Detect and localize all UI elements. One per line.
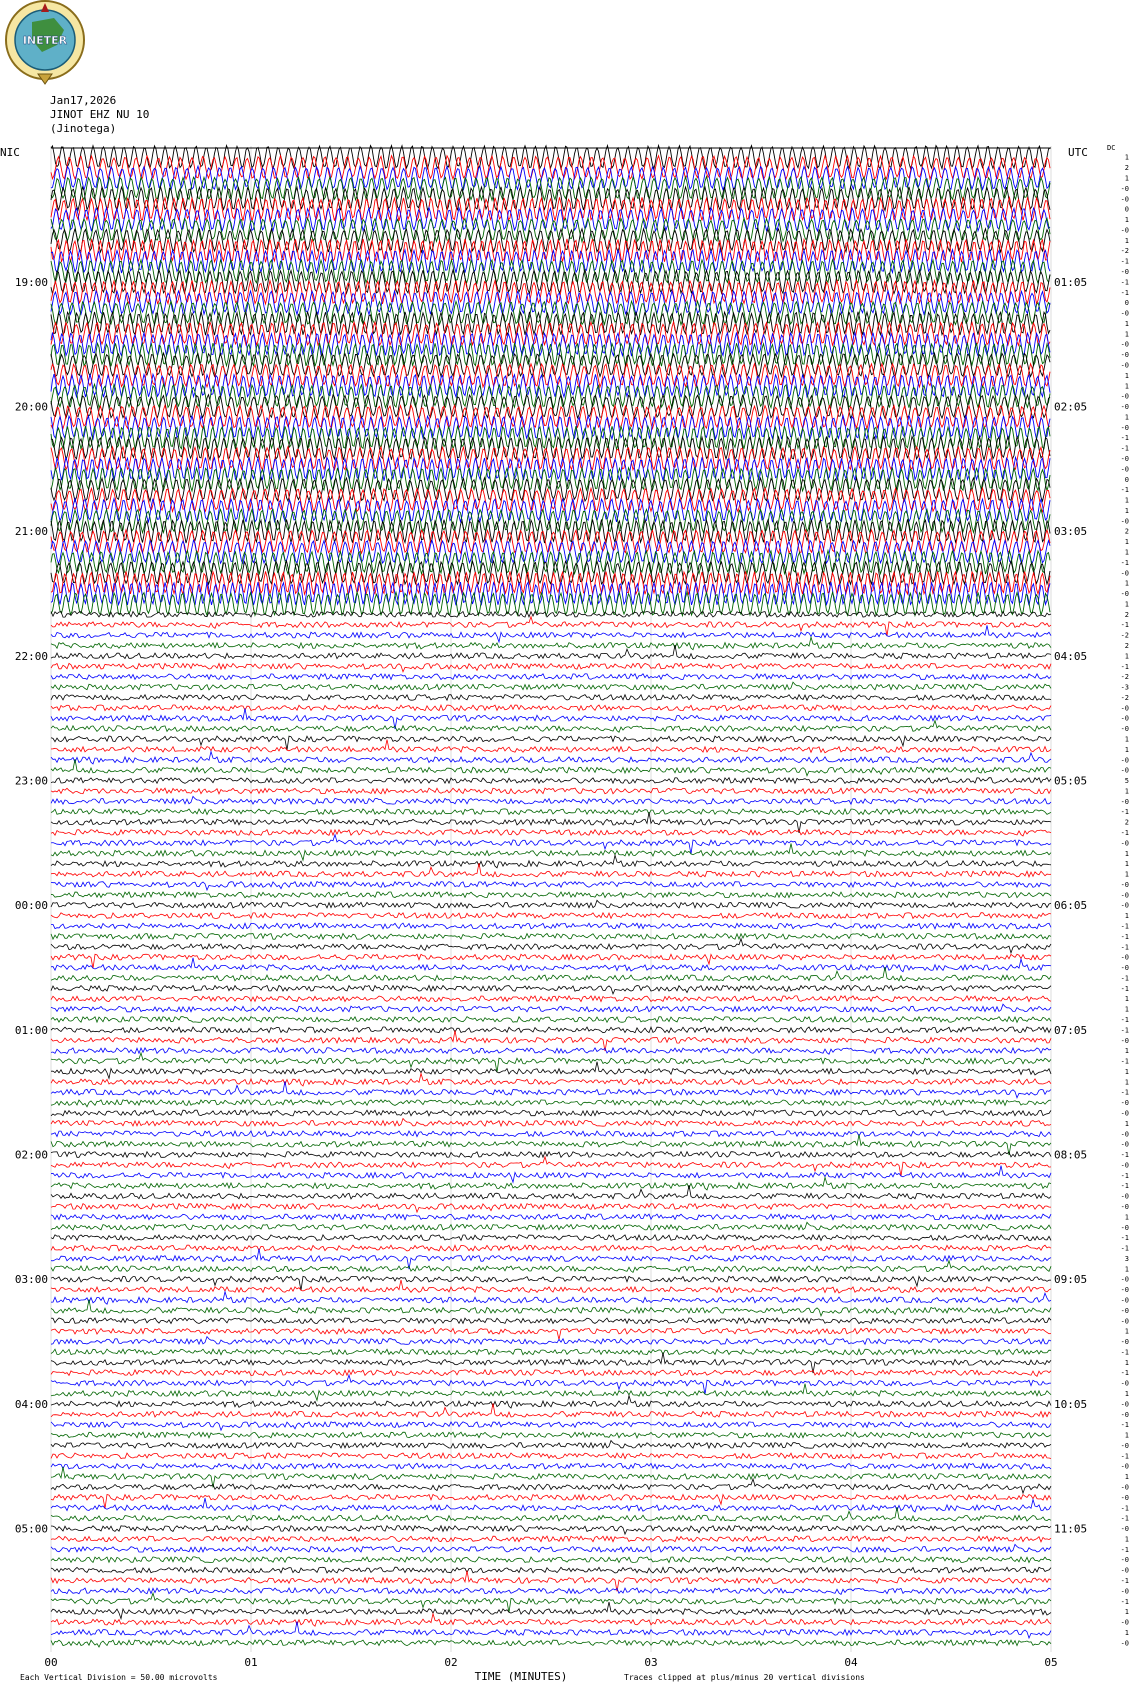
dc-offset-label: 5 bbox=[1124, 777, 1129, 785]
dc-offset-label: 1 bbox=[1124, 1213, 1129, 1222]
seismic-trace bbox=[51, 934, 1051, 940]
dc-offset-label: -0 bbox=[1120, 1109, 1129, 1118]
left-hour-label: 02:00 bbox=[14, 1148, 48, 1162]
dc-offset-label: 1 bbox=[1124, 1067, 1129, 1076]
dc-offset-label: -0 bbox=[1120, 725, 1129, 734]
left-hour-label: 01:00 bbox=[14, 1023, 48, 1037]
dc-offset-label: -0 bbox=[1120, 1275, 1129, 1284]
left-timezone-label: NIC bbox=[0, 146, 20, 159]
seismic-trace bbox=[51, 1337, 1051, 1345]
dc-offset-label: -0 bbox=[1120, 351, 1129, 360]
dc-offset-label: 1 bbox=[1124, 787, 1129, 796]
seismic-trace bbox=[51, 1152, 1051, 1158]
dc-offset-label: -1 bbox=[1120, 444, 1129, 453]
dc-offset-label: -0 bbox=[1120, 423, 1129, 432]
x-tick-label: 03 bbox=[644, 1656, 658, 1669]
dc-offset-label: -0 bbox=[1120, 1556, 1129, 1565]
dc-offset-label: -0 bbox=[1120, 964, 1129, 972]
seismic-trace bbox=[51, 882, 1051, 890]
seismic-trace bbox=[51, 1177, 1051, 1190]
dc-offset-label: -0 bbox=[1120, 1566, 1129, 1575]
dc-offset-label: -1 bbox=[1120, 1016, 1129, 1024]
seismic-trace bbox=[51, 1614, 1051, 1627]
seismic-trace bbox=[51, 1422, 1051, 1430]
seismic-trace bbox=[51, 1328, 1051, 1339]
seismic-trace bbox=[51, 1640, 1051, 1647]
dc-offset-label: 0 bbox=[1124, 475, 1129, 484]
dc-offset-label: -1 bbox=[1120, 1452, 1129, 1461]
seismic-trace bbox=[51, 1557, 1051, 1563]
dc-offset-label: 1 bbox=[1124, 1265, 1129, 1274]
seismic-trace bbox=[51, 809, 1051, 815]
dc-offset-label: -0 bbox=[1120, 1306, 1129, 1315]
seismic-trace bbox=[51, 1479, 1051, 1493]
dc-offset-label: -0 bbox=[1120, 403, 1129, 411]
seismic-trace bbox=[51, 1403, 1051, 1417]
dc-offset-label: -1 bbox=[1120, 1421, 1129, 1430]
right-hour-label: 10:05 bbox=[1054, 1397, 1088, 1411]
seismic-trace bbox=[51, 939, 1051, 953]
dc-offset-label: 1 bbox=[1124, 216, 1129, 224]
dc-offset-label: -0 bbox=[1120, 195, 1129, 204]
seismic-trace bbox=[51, 1370, 1051, 1377]
dc-offset-label: -0 bbox=[1120, 1618, 1129, 1627]
dc-offset-label: -0 bbox=[1120, 901, 1129, 910]
dc-offset-label: 1 bbox=[1124, 745, 1129, 754]
x-tick-label: 01 bbox=[244, 1656, 258, 1669]
dc-offset-label: 1 bbox=[1124, 912, 1129, 921]
dc-offset-label: -0 bbox=[1120, 1587, 1129, 1596]
seismic-trace bbox=[51, 488, 1050, 512]
dc-offset-label: 1 bbox=[1124, 319, 1129, 328]
seismic-trace bbox=[51, 1453, 1051, 1459]
dc-offset-label: -0 bbox=[1120, 839, 1129, 848]
dc-offset-label: 1 bbox=[1124, 1628, 1129, 1637]
dc-offset-label: -1 bbox=[1120, 1151, 1129, 1159]
seismic-trace bbox=[51, 674, 1051, 680]
left-hour-label: 21:00 bbox=[14, 525, 48, 539]
dc-offset-label: 1 bbox=[1124, 995, 1129, 1004]
dc-offset-label: -0 bbox=[1120, 1192, 1129, 1201]
x-tick-label: 05 bbox=[1044, 1656, 1058, 1669]
header-station: JINOT EHZ NU 10 bbox=[50, 108, 150, 121]
seismic-trace bbox=[51, 645, 1051, 659]
seismic-trace bbox=[51, 1004, 1051, 1012]
dc-offset-label: 1 bbox=[1124, 870, 1129, 879]
dc-offset-label: -1 bbox=[1120, 1088, 1129, 1097]
dc-offset-label: 1 bbox=[1124, 652, 1129, 661]
seismic-trace bbox=[51, 1081, 1051, 1098]
dc-offset-label: 1 bbox=[1124, 382, 1129, 391]
seismic-trace bbox=[51, 986, 1051, 994]
seismic-trace bbox=[51, 1214, 1051, 1220]
dc-offset-label: -0 bbox=[1120, 392, 1129, 401]
dc-offset-label: -1 bbox=[1120, 932, 1129, 941]
dc-offset-label: 1 bbox=[1124, 330, 1129, 339]
seismic-trace bbox=[51, 844, 1051, 861]
dc-offset-label: 1 bbox=[1124, 579, 1129, 588]
seismic-trace bbox=[51, 1602, 1051, 1619]
dc-offset-label: -0 bbox=[1120, 1338, 1129, 1346]
dc-offset-label: 2 bbox=[1124, 642, 1129, 650]
seismic-trace bbox=[51, 1432, 1051, 1438]
seismic-trace bbox=[51, 1062, 1051, 1079]
dc-offset-label: -0 bbox=[1120, 465, 1129, 474]
dc-offset-label: -1 bbox=[1120, 1514, 1129, 1523]
seismic-trace bbox=[51, 721, 1051, 733]
dc-offset-label: -0 bbox=[1120, 953, 1129, 962]
seismic-trace bbox=[51, 592, 1050, 616]
seismic-trace bbox=[51, 1017, 1051, 1023]
dc-offset-label: 1 bbox=[1124, 600, 1129, 609]
seismic-trace bbox=[51, 1185, 1051, 1199]
dc-offset-label: -2 bbox=[1120, 631, 1129, 640]
right-timezone-label: UTC bbox=[1068, 146, 1088, 159]
dc-offset-label: 0 bbox=[1124, 299, 1129, 308]
seismic-trace bbox=[51, 705, 1051, 711]
seismic-trace bbox=[51, 1384, 1051, 1401]
seismic-trace bbox=[51, 682, 1051, 690]
dc-offset-label: 1 bbox=[1124, 236, 1129, 245]
dc-offset-label: 1 bbox=[1124, 1047, 1129, 1056]
seismic-trace bbox=[51, 1235, 1051, 1241]
dc-offset-label: -1 bbox=[1120, 1026, 1129, 1035]
x-tick-label: 02 bbox=[444, 1656, 458, 1669]
dc-offset-label: -0 bbox=[1120, 1161, 1129, 1170]
dc-offset-label: 1 bbox=[1124, 1327, 1129, 1336]
seismic-trace bbox=[51, 637, 1051, 650]
dc-offset-label: 1 bbox=[1124, 1358, 1129, 1367]
dc-offset-label: -0 bbox=[1120, 797, 1129, 806]
dc-offset-label: -0 bbox=[1120, 704, 1129, 713]
dc-offset-label: -1 bbox=[1120, 486, 1129, 495]
dc-offset-label: -0 bbox=[1120, 309, 1129, 318]
seismic-trace bbox=[51, 1157, 1051, 1176]
dc-header-label: DC bbox=[1107, 144, 1116, 152]
seismic-trace bbox=[51, 663, 1051, 671]
dc-offset-label: -0 bbox=[1120, 268, 1129, 276]
left-hour-label: 20:00 bbox=[14, 400, 48, 414]
dc-offset-label: -0 bbox=[1120, 714, 1129, 723]
dc-offset-label: -0 bbox=[1120, 880, 1129, 889]
seismic-trace bbox=[51, 1396, 1051, 1409]
seismic-trace bbox=[51, 280, 1050, 304]
seismic-trace bbox=[51, 913, 1051, 919]
dc-offset-label: 0 bbox=[1124, 205, 1129, 214]
dc-offset-label: -1 bbox=[1120, 662, 1129, 671]
right-hour-label: 06:05 bbox=[1054, 899, 1088, 913]
dc-offset-label: -0 bbox=[1120, 1441, 1129, 1450]
x-tick-label: 04 bbox=[844, 1656, 858, 1669]
dc-offset-label: -0 bbox=[1120, 1036, 1129, 1045]
seismic-trace bbox=[51, 478, 1050, 502]
seismic-trace bbox=[51, 788, 1051, 794]
dc-offset-label: 1 bbox=[1124, 371, 1129, 380]
seismic-trace bbox=[51, 239, 1050, 263]
dc-offset-label: -0 bbox=[1120, 756, 1129, 765]
dc-offset-label: -1 bbox=[1120, 1234, 1129, 1243]
seismic-trace bbox=[51, 1349, 1051, 1355]
seismic-trace bbox=[51, 736, 1051, 750]
dc-offset-label: -0 bbox=[1120, 340, 1129, 349]
dc-offset-label: -1 bbox=[1120, 288, 1129, 297]
dc-offset-label: -1 bbox=[1120, 829, 1129, 837]
dc-offset-label: -1 bbox=[1120, 984, 1129, 993]
seismic-trace bbox=[51, 1567, 1051, 1573]
seismic-trace bbox=[51, 1441, 1051, 1449]
seismic-trace bbox=[51, 1222, 1051, 1230]
dc-offset-label: 1 bbox=[1124, 1119, 1129, 1128]
dc-offset-label: -0 bbox=[1120, 590, 1129, 598]
seismic-trace bbox=[51, 519, 1050, 543]
dc-offset-label: -1 bbox=[1120, 1244, 1129, 1253]
dc-offset-label: 1 bbox=[1124, 735, 1129, 744]
dc-offset-label: -0 bbox=[1120, 1410, 1129, 1419]
dc-offset-label: -1 bbox=[1120, 257, 1129, 266]
x-axis-label: TIME (MINUTES) bbox=[474, 1670, 568, 1683]
dc-offset-label: 1 bbox=[1124, 153, 1129, 162]
dc-offset-label: 1 bbox=[1124, 1390, 1129, 1398]
dc-offset-label: -1 bbox=[1120, 1545, 1129, 1554]
left-hour-label: 05:00 bbox=[14, 1522, 48, 1536]
dc-offset-label: 3 bbox=[1124, 1254, 1129, 1263]
dc-offset-label: -1 bbox=[1120, 1057, 1129, 1066]
dc-offset-label: -2 bbox=[1120, 247, 1129, 256]
dc-offset-label: -0 bbox=[1120, 766, 1129, 775]
seismic-trace bbox=[51, 426, 1050, 450]
left-hour-label: 03:00 bbox=[14, 1273, 48, 1287]
seismic-trace bbox=[51, 1495, 1051, 1509]
dc-offset-label: -1 bbox=[1120, 1597, 1129, 1606]
dc-offset-label: -0 bbox=[1120, 517, 1129, 526]
seismic-trace bbox=[51, 1249, 1051, 1270]
logo-text: INETER bbox=[22, 34, 68, 47]
dc-offset-label: 1 bbox=[1124, 1431, 1129, 1440]
dc-offset-label: -0 bbox=[1120, 1639, 1129, 1648]
dc-offset-label: -1 bbox=[1120, 943, 1129, 952]
dc-offset-label: 1 bbox=[1124, 413, 1129, 422]
dc-offset-label: -0 bbox=[1120, 891, 1129, 900]
dc-offset-label: -0 bbox=[1120, 1130, 1129, 1139]
seismic-trace bbox=[51, 900, 1051, 908]
dc-offset-label: -2 bbox=[1120, 673, 1129, 682]
header-date: Jan17,2026 bbox=[50, 94, 117, 107]
dc-offset-label: 2 bbox=[1124, 818, 1129, 827]
dc-offset-label: -0 bbox=[1120, 1286, 1129, 1295]
dc-offset-label: -0 bbox=[1120, 1140, 1129, 1149]
seismic-trace bbox=[51, 612, 1051, 618]
seismic-trace bbox=[51, 830, 1051, 836]
right-hour-label: 03:05 bbox=[1054, 525, 1088, 539]
seismic-trace bbox=[51, 1245, 1051, 1251]
seismic-trace bbox=[51, 958, 1051, 972]
footer-scale-note: Each Vertical Division = 50.00 microvolts bbox=[20, 1673, 218, 1682]
seismic-trace bbox=[51, 1204, 1051, 1213]
seismic-trace bbox=[51, 796, 1051, 804]
dc-offset-label: 1 bbox=[1124, 1473, 1129, 1482]
seismic-trace bbox=[51, 778, 1051, 784]
seismic-trace bbox=[51, 1031, 1051, 1052]
right-hour-label: 04:05 bbox=[1054, 649, 1088, 663]
dc-offset-label: -0 bbox=[1120, 1296, 1129, 1305]
left-hour-label: 04:00 bbox=[14, 1397, 48, 1411]
right-hour-label: 05:05 bbox=[1054, 774, 1088, 788]
dc-offset-label: -0 bbox=[1120, 1317, 1129, 1326]
dc-offset-label: -1 bbox=[1120, 434, 1129, 443]
right-hour-label: 11:05 bbox=[1054, 1522, 1088, 1536]
seismic-trace bbox=[51, 1498, 1051, 1512]
dc-offset-label: -1 bbox=[1120, 808, 1129, 817]
dc-offset-label: 1 bbox=[1124, 849, 1129, 858]
dc-offset-label: -1 bbox=[1120, 1348, 1129, 1357]
seismic-trace bbox=[51, 1593, 1051, 1612]
seismic-trace bbox=[51, 954, 1051, 968]
dc-offset-label: -1 bbox=[1120, 278, 1129, 287]
dc-offset-label: -0 bbox=[1120, 569, 1129, 578]
dc-offset-label: -1 bbox=[1120, 974, 1129, 983]
dc-offset-label: 1 bbox=[1124, 548, 1129, 557]
seismic-trace bbox=[51, 1074, 1051, 1087]
seismic-trace bbox=[51, 1261, 1051, 1273]
dc-offset-label: -1 bbox=[1120, 621, 1129, 630]
seismic-trace bbox=[51, 1526, 1051, 1534]
dc-offset-label: -0 bbox=[1120, 1525, 1129, 1533]
dc-offset-label: -3 bbox=[1120, 683, 1129, 692]
seismic-trace bbox=[51, 1463, 1051, 1469]
dc-offset-label: -0 bbox=[1120, 1483, 1129, 1492]
seismic-trace bbox=[51, 1100, 1051, 1107]
seismic-trace bbox=[51, 270, 1050, 294]
left-hour-label: 19:00 bbox=[14, 275, 48, 289]
seismic-trace bbox=[51, 1134, 1051, 1155]
seismic-trace bbox=[51, 708, 1051, 729]
dc-offset-label: -0 bbox=[1120, 1400, 1129, 1409]
right-hour-label: 01:05 bbox=[1054, 275, 1088, 289]
dc-offset-label: -0 bbox=[1120, 1203, 1129, 1211]
seismic-trace bbox=[51, 1292, 1051, 1305]
dc-offset-label: 1 bbox=[1124, 174, 1129, 183]
dc-offset-label: -1 bbox=[1120, 922, 1129, 931]
dc-offset-label: -1 bbox=[1120, 1182, 1129, 1191]
seismic-trace bbox=[51, 752, 1051, 764]
seismic-trace bbox=[51, 1027, 1051, 1033]
seismic-trace bbox=[51, 1318, 1051, 1324]
seismic-trace bbox=[51, 1110, 1051, 1116]
dc-offset-label: -1 bbox=[1120, 558, 1129, 567]
dc-offset-label: 1 bbox=[1124, 538, 1129, 547]
seismic-trace bbox=[51, 1119, 1051, 1127]
dc-offset-label: 2 bbox=[1124, 527, 1129, 536]
seismic-trace bbox=[51, 923, 1051, 929]
seismic-trace bbox=[51, 892, 1051, 898]
dc-offset-label: 1 bbox=[1124, 1535, 1129, 1544]
seismic-trace bbox=[51, 1507, 1051, 1521]
dc-offset-label: -2 bbox=[1120, 693, 1129, 702]
dc-offset-label: -0 bbox=[1120, 1379, 1129, 1388]
footer-clip-note: Traces clipped at plus/minus 20 vertical divisions bbox=[624, 1673, 865, 1682]
dc-offset-label: 1 bbox=[1124, 496, 1129, 505]
right-hour-label: 09:05 bbox=[1054, 1273, 1088, 1287]
seismic-trace bbox=[51, 625, 1051, 642]
dc-offset-label: -0 bbox=[1120, 184, 1129, 193]
dc-offset-label: 2 bbox=[1124, 164, 1129, 173]
right-hour-label: 07:05 bbox=[1054, 1023, 1088, 1037]
trace-group bbox=[51, 146, 1051, 1648]
seismic-trace bbox=[51, 1544, 1051, 1552]
left-hour-label: 00:00 bbox=[14, 899, 48, 913]
left-hour-label: 23:00 bbox=[14, 774, 48, 788]
x-tick-label: 00 bbox=[44, 1656, 58, 1669]
dc-offset-label: -1 bbox=[1120, 1369, 1129, 1378]
dc-offset-label: 1 bbox=[1124, 1005, 1129, 1014]
seismic-trace bbox=[51, 1131, 1051, 1137]
seismic-trace bbox=[51, 561, 1050, 584]
dc-offset-label: -1 bbox=[1120, 1577, 1129, 1585]
dc-offset-label: -0 bbox=[1120, 1493, 1129, 1502]
seismic-trace bbox=[51, 1536, 1051, 1542]
dc-offset-label: -0 bbox=[1120, 1099, 1129, 1108]
seismic-trace bbox=[51, 855, 1051, 868]
dc-offset-label: -0 bbox=[1120, 455, 1129, 463]
right-hour-label: 02:05 bbox=[1054, 400, 1088, 414]
dc-offset-label: 1 bbox=[1124, 860, 1129, 869]
dc-offset-label: 1 bbox=[1124, 1078, 1129, 1087]
dc-offset-label: -0 bbox=[1120, 226, 1129, 235]
seismic-trace bbox=[51, 1588, 1051, 1594]
seismic-trace bbox=[51, 996, 1051, 1002]
seismic-trace bbox=[51, 695, 1051, 701]
dc-offset-label: -0 bbox=[1120, 1223, 1129, 1232]
dc-offset-label: -1 bbox=[1120, 1504, 1129, 1513]
dc-offset-label: -1 bbox=[1120, 1171, 1129, 1180]
seismic-trace bbox=[51, 1048, 1051, 1054]
dc-offset-label: 2 bbox=[1124, 610, 1129, 619]
dc-offset-label: -0 bbox=[1120, 361, 1129, 370]
left-hour-label: 22:00 bbox=[14, 649, 48, 663]
dc-offset-label: -0 bbox=[1120, 1462, 1129, 1471]
dc-offset-label: 1 bbox=[1124, 506, 1129, 515]
header-location: (Jinotega) bbox=[50, 122, 117, 135]
right-hour-label: 08:05 bbox=[1054, 1148, 1088, 1162]
dc-offset-label: 1 bbox=[1124, 1608, 1129, 1617]
